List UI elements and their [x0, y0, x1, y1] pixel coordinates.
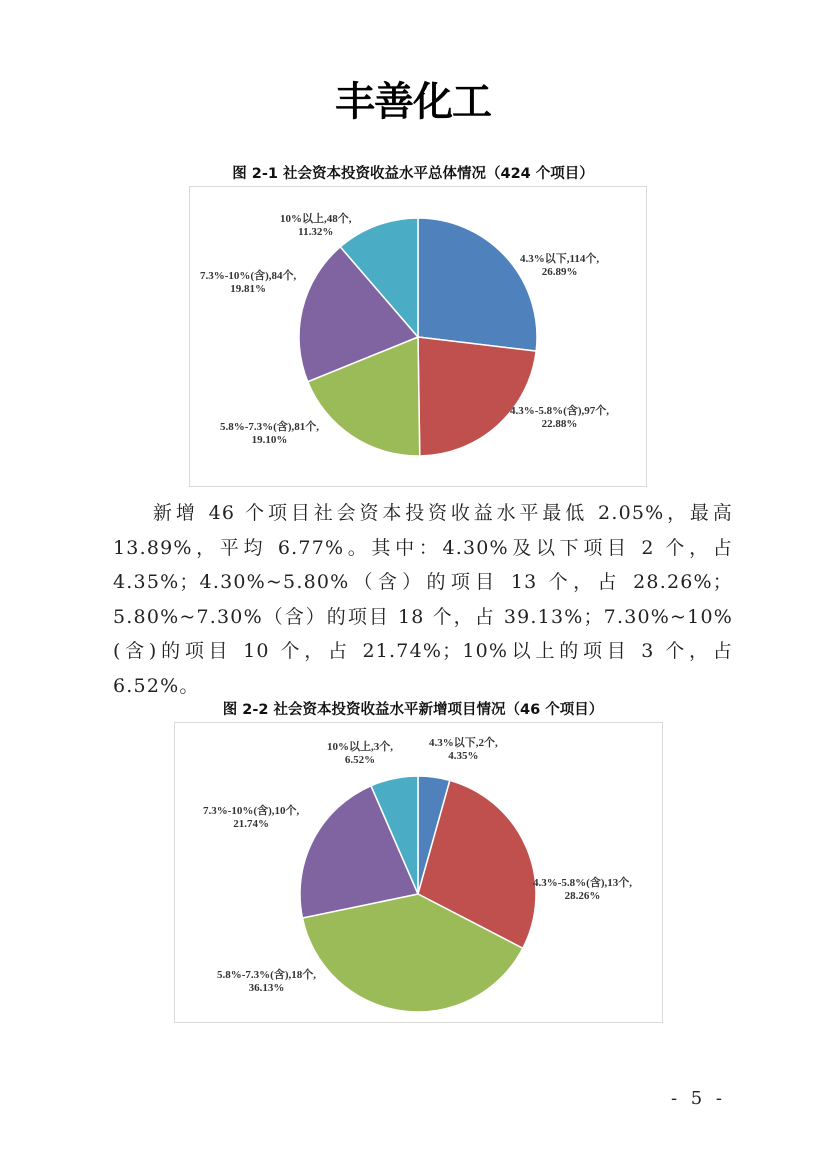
page-number: - 5 -	[670, 1088, 726, 1109]
pie2-label-73-10: 7.3%-10%(含),10个, 21.74%	[203, 805, 300, 830]
pie1-label-43-58: 4.3%-5.8%(含),97个, 22.88%	[510, 405, 609, 430]
figure1-chart	[189, 186, 647, 487]
figure2-chart	[174, 722, 663, 1023]
watermark: 丰善化工	[335, 79, 491, 125]
pie1-label-73-10: 7.3%-10%(含),84个, 19.81%	[200, 270, 297, 295]
figure2-caption: 图 2-2 社会资本投资收益水平新增项目情况（46 个项目）	[222, 702, 604, 718]
figure1-caption: 图 2-1 社会资本投资收益水平总体情况（424 个项目）	[232, 166, 594, 182]
pie-slice-1	[418, 337, 536, 456]
pie1-label-58-73: 5.8%-7.3%(含),81个, 19.10%	[220, 421, 319, 446]
pie1-label-below43: 4.3%以下,114个, 26.89%	[520, 253, 600, 278]
pie2-label-10plus: 10%以上,3个, 6.52%	[327, 741, 393, 766]
pie2-label-58-73: 5.8%-7.3%(含),18个, 36.13%	[217, 969, 316, 994]
pie1-label-10plus: 10%以上,48个, 11.32%	[280, 213, 352, 238]
body-paragraph: 新增 46 个项目社会资本投资收益水平最低 2.05%，最高 13.89%，平均 6.77%。其中：4.30%及以下项目 2 个，占 4.35%；4.30%~5.80%（含）的项目 13 个，占 28.26%；5.80%~7.30%（含）的项目 18 个，占 39.13%；7.30%~10%(含)的项目 10 个，占 21.74%；10%以上的项目 3 个，占 6.52%。	[113, 502, 733, 697]
pie2-label-below43: 4.3%以下,2个, 4.35%	[429, 737, 498, 762]
pie-slice-0	[418, 218, 537, 351]
pie2-label-43-58: 4.3%-5.8%(含),13个, 28.26%	[533, 877, 632, 902]
